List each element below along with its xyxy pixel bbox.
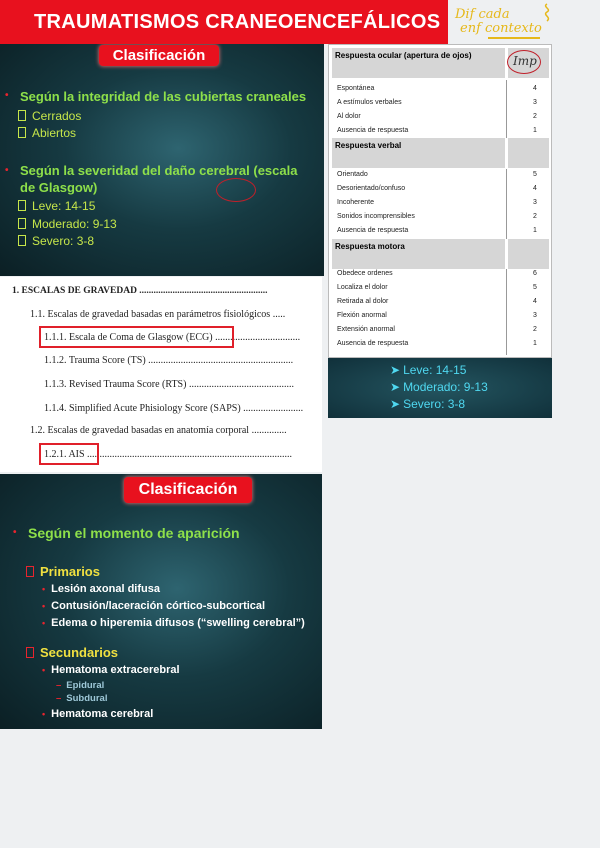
gcs-verbal-label: Desorientado/confuso — [337, 185, 406, 192]
handwritten-imp: Imp — [513, 54, 537, 68]
slide2-title: Clasificación — [124, 477, 252, 503]
slide1-section1: Según la integridad de las cubiertas craneales — [20, 89, 307, 104]
slide1-item-moderado: Moderado: 9-13 — [18, 217, 117, 231]
gcs-ocular-score: 2 — [533, 113, 537, 120]
checkbox-icon — [26, 647, 34, 658]
bullet-icon: • — [42, 618, 46, 628]
slide-classification-1 — [0, 44, 324, 276]
handwritten-squiggle-icon — [540, 3, 554, 23]
checkbox-icon — [18, 127, 26, 138]
slide1-title: Clasificación — [99, 45, 219, 66]
highlight-box-ais — [39, 443, 99, 465]
gcs-verbal-label: Incoherente — [337, 199, 374, 206]
slide1-item-abiertos: Abiertos — [18, 126, 76, 140]
checkbox-icon — [26, 566, 34, 577]
gcs-ocular-label: Al dolor — [337, 113, 361, 120]
handwritten-underline — [488, 37, 540, 39]
annotation-circle — [216, 178, 256, 202]
checkbox-icon — [18, 200, 26, 211]
gcs-motor-label: Localiza el dolor — [337, 284, 388, 291]
bullet-icon: • — [42, 665, 46, 675]
arrow-icon: ➤ — [390, 363, 401, 377]
gcs-ocular-score: 4 — [533, 85, 537, 92]
slide1-section2-line1: Según la severidad del daño cerebral (escala — [20, 163, 298, 178]
bullet-icon: • — [5, 165, 9, 176]
gcs-motor-label: Ausencia de respuesta — [337, 340, 409, 347]
gcs-verbal-score: 5 — [533, 171, 537, 178]
gcs-verbal-label: Orientado — [337, 171, 368, 178]
gcs-verbal-label: Sonidos incomprensibles — [337, 213, 415, 220]
bullet-icon: • — [42, 709, 46, 719]
toc-row: 1.1.3. Revised Trauma Score (RTS) .......................................... — [44, 379, 294, 390]
slide2-extra: • Hematoma extracerebral — [42, 664, 180, 676]
table-divider — [506, 269, 507, 355]
gcs-motor-score: 4 — [533, 298, 537, 305]
slide1-item-cerrados: Cerrados — [18, 109, 81, 123]
gcs-motor-score: 2 — [533, 326, 537, 333]
gcs-motor-label: Flexión anormal — [337, 312, 387, 319]
arrow-icon: ➤ — [390, 380, 401, 394]
dash-icon: – — [56, 680, 62, 691]
arrow-icon: ➤ — [390, 397, 401, 411]
toc-scales — [0, 277, 322, 472]
gcs-ocular-header: Respuesta ocular (apertura de ojos) — [332, 48, 505, 78]
highlight-box-glasgow — [39, 326, 234, 348]
gcs-motor-label: Obedece ordenes — [337, 270, 393, 277]
handwritten-note-line1: Dif cada — [455, 7, 510, 22]
checkbox-icon — [18, 110, 26, 121]
toc-row: 1.1. Escalas de gravedad basadas en parámetros fisiológicos ..... — [30, 309, 286, 320]
gcs-ocular-score: 1 — [533, 127, 537, 134]
toc-row: 1.1.4. Simplified Acute Phisiology Score (SAPS) ........................ — [44, 403, 304, 414]
slide-classification-2 — [0, 474, 322, 729]
slide2-primario-item: • Contusión/laceración córtico-subcortical — [42, 600, 266, 612]
gcs-verbal-score: 1 — [533, 227, 537, 234]
gcs-header-cell — [508, 138, 549, 168]
page-header — [0, 0, 448, 44]
toc-heading: 1. ESCALAS DE GRAVEDAD ...................................................... — [12, 286, 268, 296]
slide2-primario-item: • Lesión axonal difusa — [42, 583, 160, 595]
severity-moderado: ➤ Moderado: 9-13 — [390, 380, 488, 394]
table-divider — [506, 80, 507, 138]
slide1-item-severo: Severo: 3-8 — [18, 234, 94, 248]
gcs-motor-score: 1 — [533, 340, 537, 347]
gcs-motor-score: 5 — [533, 284, 537, 291]
gcs-ocular-score: 3 — [533, 99, 537, 106]
slide2-section: Según el momento de aparición — [28, 525, 240, 541]
severity-leve: ➤ Leve: 14-15 — [390, 363, 467, 377]
bullet-icon: • — [13, 527, 17, 538]
gcs-motor-score: 6 — [533, 270, 537, 277]
gcs-verbal-score: 3 — [533, 199, 537, 206]
gcs-ocular-label: A estímulos verbales — [337, 99, 402, 106]
gcs-motor-label: Retirada al dolor — [337, 298, 389, 305]
gcs-motor-score: 3 — [533, 312, 537, 319]
toc-row: 1.1.2. Trauma Score (TS) .......................................................... — [44, 355, 294, 366]
slide2-primario-item: • Edema o hiperemia difusos (“swelling cerebral”) — [42, 617, 305, 629]
gcs-header-cell — [508, 239, 549, 269]
slide2-extra-subdural: – Subdural — [56, 693, 108, 704]
checkbox-icon — [18, 235, 26, 246]
toc-row: 1.2. Escalas de gravedad basadas en anatomía corporal .............. — [30, 425, 287, 436]
handwritten-note-line2: enf contexto — [460, 21, 542, 36]
slide1-section2-line2: de Glasgow) — [20, 180, 98, 195]
gcs-motor-header: Respuesta motora — [332, 239, 505, 269]
gcs-ocular-label: Ausencia de respuesta — [337, 127, 409, 134]
page-title: TRAUMATISMOS CRANEOENCEFÁLICOS — [34, 11, 441, 33]
gcs-verbal-header: Respuesta verbal — [332, 138, 505, 168]
slide2-secundarios: Secundarios — [26, 645, 118, 660]
glasgow-severity-strip — [328, 358, 552, 418]
toc-row-glasgow: 1.1.1. Escala de Coma de Glasgow (ECG) .................................. — [44, 332, 301, 343]
bullet-icon: • — [5, 90, 9, 101]
checkbox-icon — [18, 218, 26, 229]
severity-severo: ➤ Severo: 3-8 — [390, 397, 466, 411]
table-divider — [506, 169, 507, 239]
bullet-icon: • — [42, 601, 46, 611]
gcs-motor-label: Extensión anormal — [337, 326, 395, 333]
slide2-primarios: Primarios — [26, 564, 100, 579]
slide1-item-leve: Leve: 14-15 — [18, 199, 95, 213]
gcs-verbal-score: 4 — [533, 185, 537, 192]
gcs-verbal-score: 2 — [533, 213, 537, 220]
glasgow-table — [328, 44, 552, 358]
slide2-extra-epidural: – Epidural — [56, 680, 105, 691]
dash-icon: – — [56, 693, 62, 704]
gcs-verbal-label: Ausencia de respuesta — [337, 227, 409, 234]
toc-row-ais: 1.2.1. AIS .................................................................................. — [44, 449, 293, 460]
gcs-ocular-label: Espontánea — [337, 85, 375, 92]
bullet-icon: • — [42, 584, 46, 594]
slide2-cerebral: • Hematoma cerebral — [42, 708, 154, 720]
